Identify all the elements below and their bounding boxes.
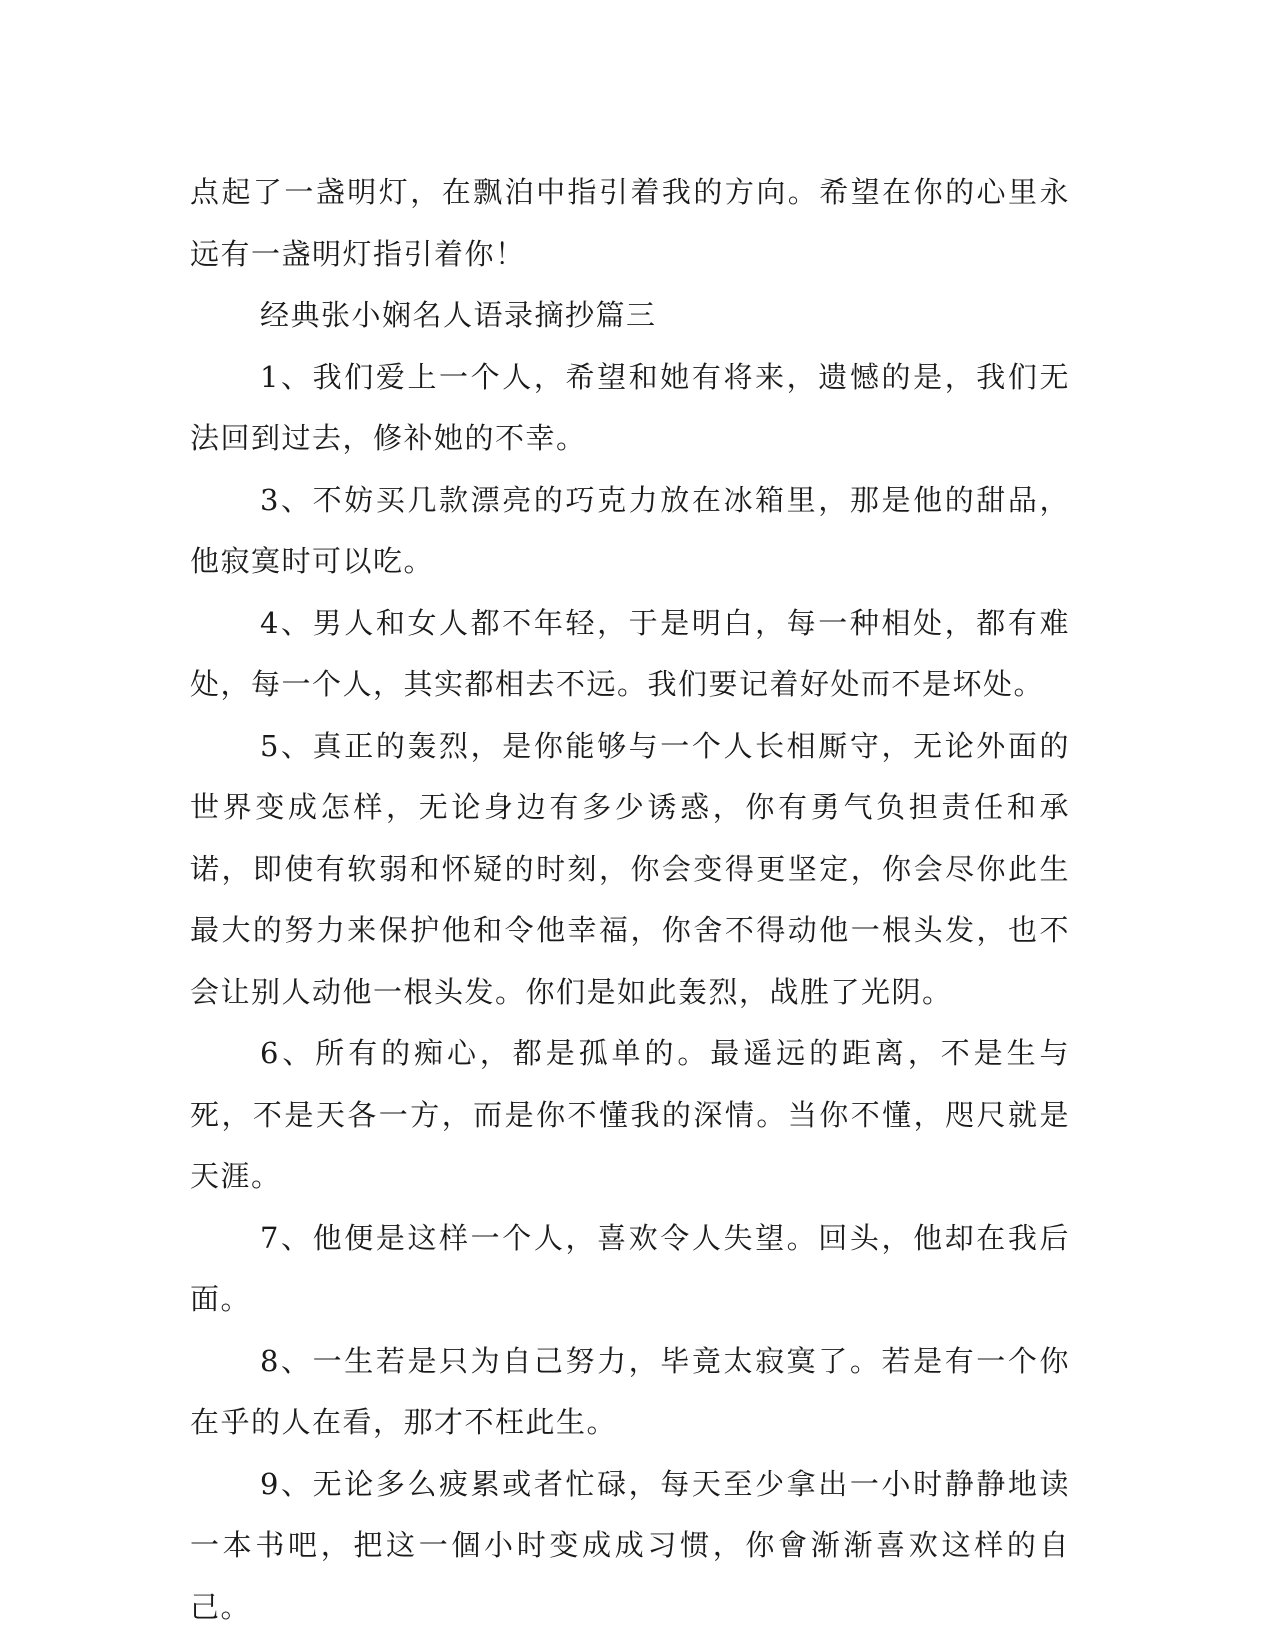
quote-item-7: 7、他便是这样一个人，喜欢令人失望。回头，他却在我后面。 bbox=[190, 1220, 1070, 1316]
quote-item-3: 3、不妨买几款漂亮的巧克力放在冰箱里，那是他的甜品，他寂寞时可以吃。 bbox=[190, 482, 1070, 578]
document-body bbox=[190, 162, 1070, 1638]
paragraph-continuation: 点起了一盏明灯，在飘泊中指引着我的方向。希望在你的心里永远有一盏明灯指引着你！ bbox=[190, 175, 1070, 271]
quote-item-4: 4、男人和女人都不年轻，于是明白，每一种相处，都有难处，每一个人，其实都相去不远。我们要记着好处而不是坏处。 bbox=[190, 605, 1070, 701]
quote-item-9: 9、无论多么疲累或者忙碌，每天至少拿出一小时静静地读一本书吧，把这一個小时变成成习惯，你會渐渐喜欢这样的自己。 bbox=[190, 1466, 1070, 1624]
quote-item-5: 5、真正的轰烈，是你能够与一个人长相厮守，无论外面的世界变成怎样，无论身边有多少诱惑，你有勇气负担责任和承诺，即使有软弱和怀疑的时刻，你会变得更坚定，你会尽你此生最大的努力来保护他和令他幸福，你舍不得动他一根头发，也不会让别人动他一根头发。你们是如此轰烈，战胜了光阴。 bbox=[190, 728, 1070, 1009]
quote-item-1: 1、我们爱上一个人，希望和她有将来，遗憾的是，我们无法回到过去，修补她的不幸。 bbox=[190, 359, 1070, 455]
quote-item-6: 6、所有的痴心，都是孤单的。最遥远的距离，不是生与死，不是天各一方，而是你不懂我的深情。当你不懂，咫尺就是天涯。 bbox=[190, 1036, 1070, 1193]
quote-item-8: 8、一生若是只为自己努力，毕竟太寂寞了。若是有一个你在乎的人在看，那才不枉此生。 bbox=[190, 1343, 1070, 1439]
section-heading: 经典张小娴名人语录摘抄篇三 bbox=[260, 298, 657, 332]
